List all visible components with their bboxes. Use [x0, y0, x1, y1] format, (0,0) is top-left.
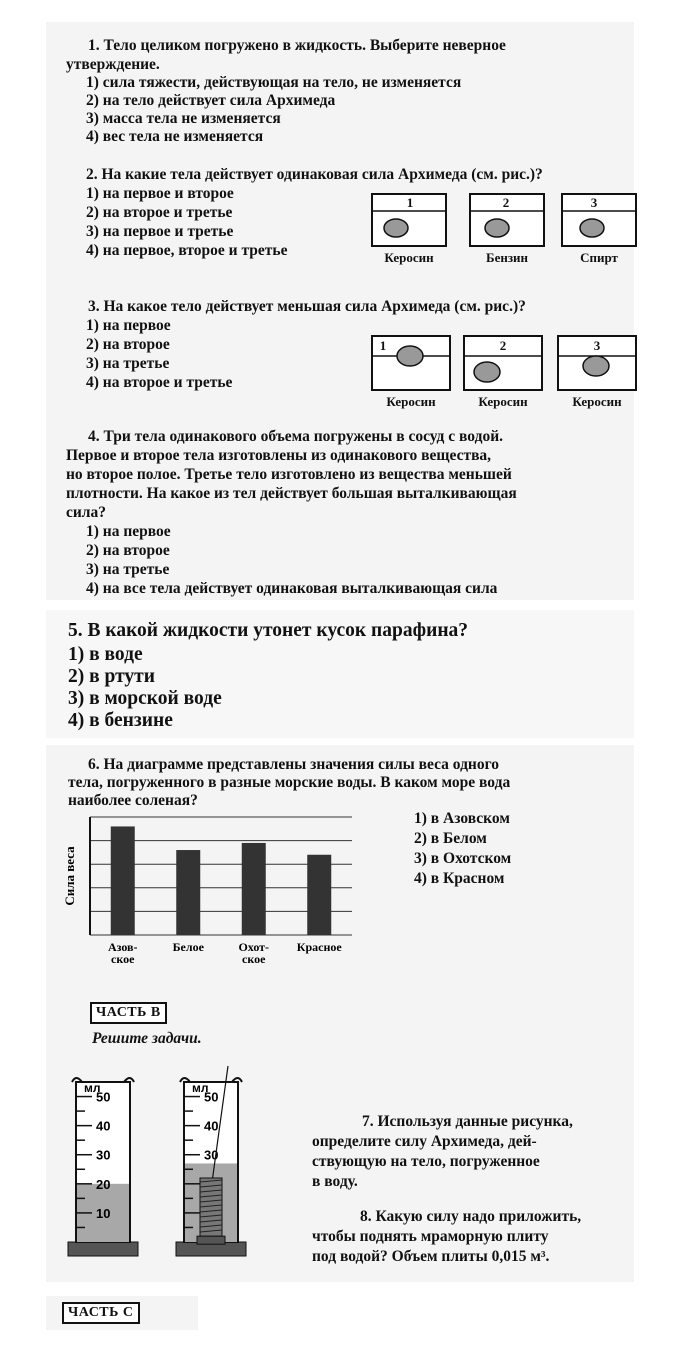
- cylinder-unit: мл: [84, 1081, 101, 1095]
- q7-line-2: определите силу Архимеда, дей-: [312, 1133, 537, 1150]
- q2-body-3: [580, 219, 604, 237]
- q8-line-3: под водой? Объем плиты 0,015 м³.: [312, 1248, 550, 1265]
- q2-text: 2. На какие тела действует одинаковая сила Архимеда (см. рис.)?: [86, 166, 543, 183]
- cylinder-tick-label: 50: [96, 1089, 111, 1105]
- q3-box-num-3: 3: [593, 338, 601, 353]
- q1-option-4: 4) вес тела не изменяется: [86, 128, 264, 145]
- q5-text: 5. В какой жидкости утонет кусок парафина?: [68, 620, 469, 641]
- q8-line-2: чтобы поднять мраморную плиту: [312, 1228, 549, 1245]
- x-tick-label: Красное: [296, 940, 342, 954]
- q2-option-4: 4) на первое, второе и третье: [86, 242, 288, 259]
- q3-option-2: 2) на второе: [86, 336, 170, 353]
- q3-option-1: 1) на первое: [86, 317, 171, 334]
- y-axis-label: Сила веса: [62, 846, 77, 906]
- partB-instruction: Решите задачи.: [92, 1030, 202, 1047]
- q4-line-2: Первое и второе тела изготовлены из одинакового вещества,: [66, 447, 492, 464]
- q5-option-4: 4) в бензине: [68, 710, 173, 731]
- q1-text-cont: утверждение.: [66, 56, 160, 73]
- q2-body-1: [384, 219, 408, 237]
- q4-line-3: но второе полое. Третье тело изготовлено из вещества меньшей: [66, 466, 512, 483]
- cylinder-tick-label: 40: [204, 1118, 219, 1134]
- q3-body-3: [583, 356, 609, 376]
- q2-option-1: 1) на первое и второе: [86, 185, 234, 202]
- q3-box-label-2: Керосин: [478, 394, 528, 409]
- q4-line-5: сила?: [66, 504, 107, 521]
- q2-option-2: 2) на второе и третье: [86, 204, 233, 221]
- q5-option-1: 1) в воде: [68, 644, 143, 665]
- cylinder-tick-label: 40: [96, 1118, 111, 1134]
- q4-option-3: 3) на третье: [86, 561, 170, 578]
- q1-option-1: 1) сила тяжести, действующая на тело, не изменяется: [86, 74, 462, 91]
- q5-option-3: 3) в морской воде: [68, 688, 222, 709]
- cylinder-with-body: [176, 1066, 246, 1256]
- q7-line-1: 7. Используя данные рисунка,: [362, 1113, 573, 1130]
- bar: [176, 850, 200, 935]
- q1-option-3: 3) масса тела не изменяется: [86, 110, 281, 127]
- q4-option-4: 4) на все тела действует одинаковая выталкивающая сила: [86, 580, 498, 597]
- x-tick-label: ское: [242, 952, 266, 966]
- q4-line-4: плотности. На какое из тел действует большая выталкивающая: [66, 485, 517, 502]
- cylinder-tick-label: 20: [96, 1176, 111, 1192]
- q6-line-3: наиболее соленая?: [68, 792, 198, 809]
- q6-line-2: тела, погруженного в разные морские воды. В каком море вода: [68, 774, 511, 791]
- cylinder-base: [68, 1242, 138, 1256]
- cylinder-tick-label: 30: [96, 1147, 111, 1163]
- cylinder-tick-label: 30: [204, 1147, 219, 1163]
- q3-box-label-1: Керосин: [386, 394, 436, 409]
- q3-body-1: [397, 346, 423, 366]
- bar: [242, 843, 266, 935]
- cylinder-unit: мл: [192, 1081, 209, 1095]
- q6-option-3: 3) в Охотском: [414, 850, 512, 867]
- q4-option-2: 2) на второе: [86, 542, 170, 559]
- q2-box-num-1: 1: [406, 195, 414, 210]
- cylinder-tick-label: 50: [204, 1089, 219, 1105]
- q8-line-1: 8. Какую силу надо приложить,: [360, 1208, 582, 1225]
- measuring-cylinders: [54, 1060, 314, 1270]
- q2-body-2: [485, 219, 509, 237]
- q6-line-1: 6. На диаграмме представлены значения силы веса одного: [88, 756, 500, 773]
- q4-line-1: 4. Три тела одинакового объема погружены в сосуд с водой.: [88, 428, 503, 445]
- partB-label: ЧАСТЬ В: [90, 1002, 167, 1024]
- q5-option-2: 2) в ртути: [68, 666, 155, 687]
- q3-option-3: 3) на третье: [86, 355, 170, 372]
- q1-option-2: 2) на тело действует сила Архимеда: [86, 92, 336, 109]
- q4-option-1: 1) на первое: [86, 523, 171, 540]
- bar: [111, 826, 135, 935]
- bar: [307, 855, 331, 935]
- q3-text: 3. На какое тело действует меньшая сила Архимеда (см. рис.)?: [88, 298, 526, 315]
- q3-box-label-3: Керосин: [572, 394, 622, 409]
- cylinder-tick-label: 10: [96, 1205, 111, 1221]
- q2-box-num-2: 2: [502, 195, 510, 210]
- x-tick-label: Охот-: [238, 940, 270, 954]
- q3-box-num-1: 1: [379, 338, 387, 353]
- q2-box-label-1: Керосин: [384, 250, 434, 265]
- q6-option-4: 4) в Красном: [414, 870, 505, 887]
- q7-line-3: ствующую на тело, погруженное: [312, 1153, 540, 1170]
- x-tick-label: Азов-: [107, 940, 138, 954]
- partC-label: ЧАСТЬ С: [62, 1302, 140, 1324]
- q3-option-4: 4) на второе и третье: [86, 374, 233, 391]
- q6-bar-chart: [62, 810, 362, 980]
- q6-option-1: 1) в Азовском: [414, 810, 510, 827]
- x-tick-label: ское: [111, 952, 135, 966]
- q1-text: 1. Тело целиком погружено в жидкость. Выберите неверное: [88, 37, 506, 54]
- q2-box-label-3: Спирт: [580, 250, 618, 265]
- q3-body-2: [474, 362, 500, 382]
- q3-box-num-2: 2: [499, 338, 507, 353]
- cylinder-water: [68, 1078, 138, 1256]
- q2-option-3: 3) на первое и третье: [86, 223, 234, 240]
- x-tick-label: Белое: [172, 940, 204, 954]
- q2-box-label-2: Бензин: [485, 250, 529, 265]
- q7-line-4: в воду.: [312, 1173, 358, 1190]
- q2-box-num-3: 3: [590, 195, 598, 210]
- q6-option-2: 2) в Белом: [414, 830, 487, 847]
